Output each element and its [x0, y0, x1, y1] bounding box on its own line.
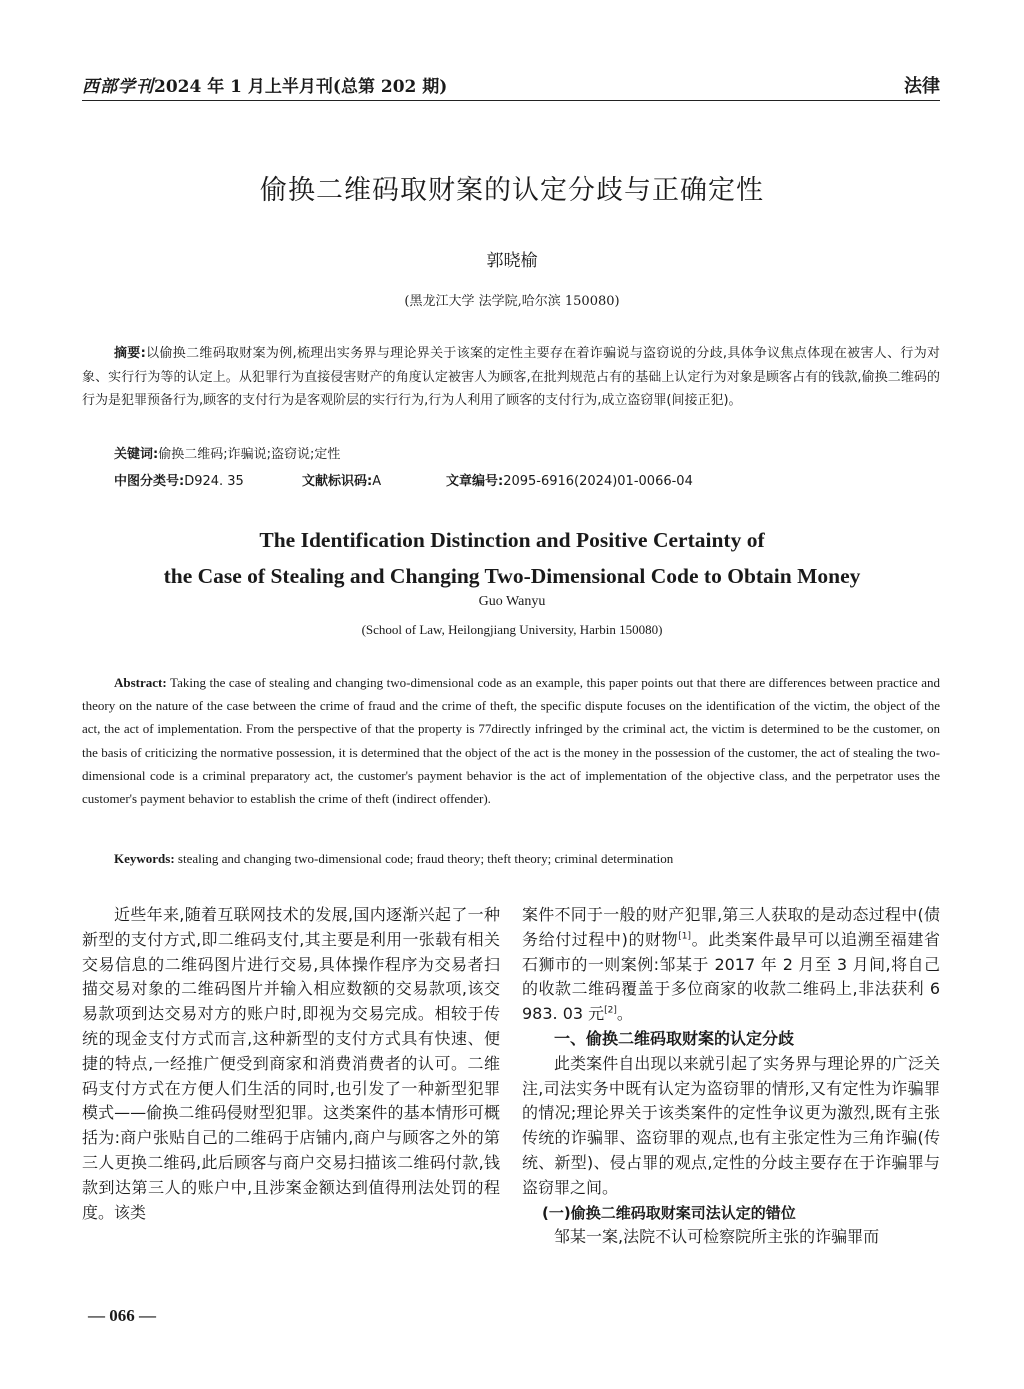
paragraph-text: 案件不同于一般的财产犯罪,第三人获取的是动态过程中(债务给付过程中)的财物 — [522, 905, 940, 949]
chinese-author: 郭晓榆 — [486, 251, 538, 271]
section-heading: 一、偷换二维码取财案的认定分歧 — [554, 1028, 795, 1048]
paragraph-text: 。 — [616, 1004, 633, 1024]
english-affiliation: (School of Law, Heilongjiang University, Harbin 150080) — [361, 622, 663, 637]
doc-code-value: A — [372, 474, 382, 489]
article-number-label: 文章编号: — [446, 474, 504, 489]
body-right-column — [522, 903, 940, 1250]
chinese-keywords — [114, 443, 340, 462]
keywords-text: 偷换二维码;诈骗说;盗窃说;定性 — [158, 447, 341, 462]
english-title — [0, 522, 1024, 594]
english-author: Guo Wanyu — [478, 594, 546, 609]
english-title-line2: the Case of Stealing and Changing Two-Dimensional Code to Obtain Money — [163, 564, 861, 588]
journal-logo: 西部学刊 — [82, 77, 154, 97]
doc-code-label: 文献标识码: — [302, 474, 373, 489]
abstract-text: 以偷换二维码取财案为例,梳理出实务界与理论界关于该案的定性主要存在着诈骗说与盗窃说的分歧,具体争议焦点体现在被害人、行为对象、实行行为等的认定上。从犯罪行为直接侵害财产的角度认定被害人为顾客,在批判规范占有的基础上认定行为对象是顾客占有的钱款,偷换二维码的行为是犯罪预备行为,顾客的支付行为是客观阶层的实行行为,行为人利用了顾客的支付行为,成立盗窃罪(间接正犯)。 — [82, 346, 941, 408]
article-number — [446, 470, 693, 489]
body-paragraph: 近些年来,随着互联网技术的发展,国内逐渐兴起了一种新型的支付方式,即二维码支付,其主要是利用一张载有相关交易信息的二维码图片进行交易,具体操作程序为交易者扫描交易对象的二维码图片并输入相应数额的交易款项,该交易款项到达交易对方的账户时,即视为交易完成。相较于传统的现金支付方式而言,这种新型的支付方式具有快速、便捷的特点,一经推广便受到商家和消费消费者的认可。二维码支付方式在方便人们生活的同时,也引发了一种新型犯罪模式——偷换二维码侵财型犯罪。这类案件的基本情形可概括为:商户张贴自己的二维码于店铺内,商户与顾客之外的第三人更换二维码,此后顾客与商户交易扫描该二维码付款,钱款到达第三人的账户中,且涉案金额达到值得刑法处罚的程度。该类 — [82, 905, 500, 1222]
paragraph-text: 。此类案件最早可以追溯至福建省石狮市的一则案例:邹某于 2017 年 2 月至 3 月间,将自己的收款二维码覆盖于多位商家的收款二维码上,非法获利 6 983. 03 元 — [522, 929, 940, 1024]
clc-number — [114, 470, 244, 489]
clc-value: D924. 35 — [184, 474, 244, 489]
english-keywords-text: stealing and changing two-dimensional code; fraud theory; theft theory; criminal determination — [177, 851, 674, 866]
running-header — [82, 72, 940, 100]
body-paragraph: 此类案件自出现以来就引起了实务界与理论界的广泛关注,司法实务中既有认定为盗窃罪的情形,又有定性为诈骗罪的情况;理论界关于该类案件的定性争议更为激烈,既有主张传统的诈骗罪、盗窃罪的观点,也有主张定性为三角诈骗(传统、新型)、侵占罪的观点,定性的分歧主要存在于诈骗罪与盗窃罪之间。 — [522, 1053, 940, 1197]
journal-issue-header — [82, 72, 447, 97]
issue-info: 2024 年 1 月上半月刊(总第 202 期) — [154, 77, 448, 97]
body-left-column — [82, 903, 500, 1225]
english-keywords — [114, 851, 673, 867]
citation-ref-1: [1] — [678, 931, 691, 942]
subsection-heading: (一)偷换二维码取财案司法认定的错位 — [542, 1203, 796, 1222]
chinese-abstract — [82, 342, 940, 413]
clc-label: 中图分类号: — [114, 474, 185, 489]
document-code — [302, 470, 381, 489]
english-title-line1: The Identification Distinction and Positive Certainty of — [259, 528, 765, 552]
page-number: — 066 — — [88, 1306, 156, 1325]
section-label: 法律 — [904, 76, 940, 97]
body-paragraph-continued — [522, 903, 940, 1027]
body-paragraph: 邹某一案,法院不认可检察院所主张的诈骗罪而 — [554, 1227, 880, 1247]
chinese-affiliation: (黑龙江大学 法学院,哈尔滨 150080) — [404, 294, 620, 309]
chinese-title: 偷换二维码取财案的认定分歧与正确定性 — [260, 175, 764, 206]
english-abstract — [82, 671, 940, 810]
citation-ref-2: [2] — [604, 1005, 617, 1016]
header-divider — [82, 100, 940, 101]
abstract-label: 摘要: — [114, 346, 146, 361]
keywords-label: 关键词: — [114, 447, 159, 462]
english-abstract-label: Abstract: — [114, 675, 167, 690]
article-number-value: 2095-6916(2024)01-0066-04 — [503, 474, 693, 489]
english-keywords-label: Keywords: — [114, 851, 175, 866]
english-abstract-text: Taking the case of stealing and changing two-dimensional code as an example, this paper points out that there are differences between practice and theory on the nature of the case between the crime of fraud and the crime of theft, the specific dispute focuses on the identification of the victim, the object of the act, the act of implementation. From the perspective of that the property is 77directly infringed by the criminal act, the victim is determined to be the customer, on the basis of criticizing the normative possession, it is determined that the object of the act is the money in the possession of the customer, the act of stealing the two-dimensional code is a criminal preparatory act, the customer's payment behavior is the act of implementation of the objective class, and the perpetrator uses the customer's payment behavior to establish the crime of theft (indirect offender). — [82, 675, 941, 807]
